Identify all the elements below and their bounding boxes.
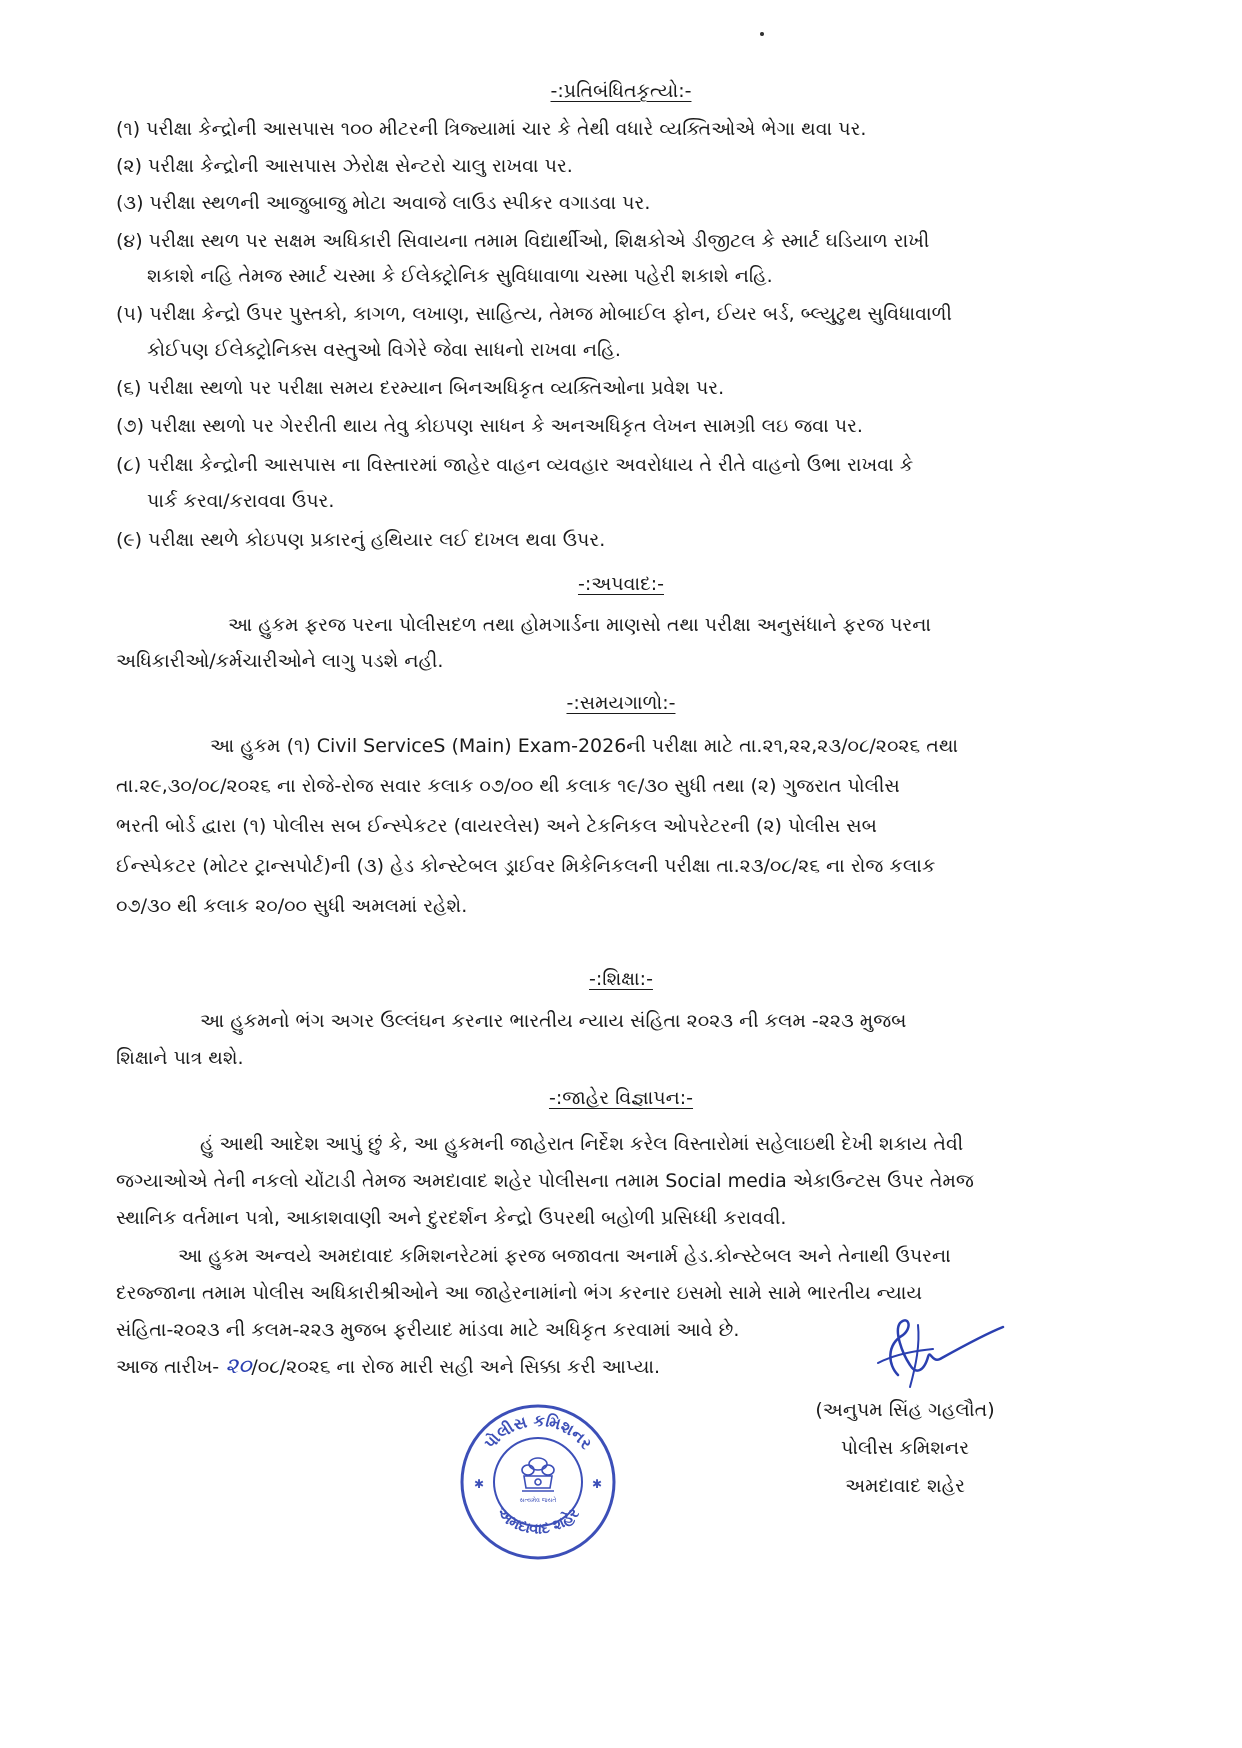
notice-para1-line-3: સ્થાનિક વર્તમાન પત્રો, આકાશવાણી અને દુરદર્શન કેન્દ્રો ઉપરથી બહોળી પ્રસિધ્ધી કરાવવી. xyxy=(116,1207,787,1229)
seal-bottom-text: અમદાવાદ શહેર xyxy=(493,1503,583,1538)
signatory-name: (અનુપમ સિંહ ગહલૌત) xyxy=(815,1399,995,1421)
notice-date-line xyxy=(116,1354,660,1380)
restriction-item-8-cont: પાર્ક કરવા/કરાવવા ઉપર. xyxy=(147,490,335,512)
date-prefix: આજ તારીખ- xyxy=(116,1356,220,1378)
date-handwritten: ૨૦ xyxy=(225,1354,252,1379)
timeframe-line-2: તા.૨૯,૩૦/૦૮/૨૦૨૬ ના રોજે-રોજ સવાર કલાક ૦૭/૦૦ થી કલાક ૧૯/૩૦ સુધી તથા (૨) ગુજરાત પોલીસ xyxy=(116,775,900,797)
restriction-item-5-cont: કોઈપણ ઈલેક્ટ્રોનિક્સ વસ્તુઓ વિગેરે જેવા સાધનો રાખવા નહિ. xyxy=(147,339,621,361)
timeframe-line-3: ભરતી બોર્ડ દ્વારા (૧) પોલીસ સબ ઈન્સ્પેકટર (વાયરલેસ) અને ટેકનિકલ ઓપરેટરની (૨) પોલીસ સબ xyxy=(116,815,877,837)
seal-motto: સત્યમેવ જયતે xyxy=(519,1497,557,1504)
notice-para1-line-2: જગ્યાઓએ તેની નકલો ચોંટાડી તેમજ અમદાવાદ શહેર પોલીસના તમામ Social media એકાઉન્ટસ ઉપર તેમજ xyxy=(116,1170,974,1192)
signature-scribble xyxy=(858,1305,1008,1400)
restriction-item-9: (૯) પરીક્ષા સ્થળે કોઇપણ પ્રકારનું હથિયાર લઈ દાખલ થવા ઉપર. xyxy=(116,529,606,551)
notice-para2-line-3: સંહિતા-૨૦૨૩ ની કલમ-૨૨૩ મુજબ ફરીયાદ માંડવા માટે અધિકૃત કરવામાં આવે છે. xyxy=(116,1319,740,1341)
date-suffix: /૦૮/૨૦૨૬ ના રોજ મારી સહી અને સિક્કા કરી આપ્યા. xyxy=(251,1356,661,1378)
seal-top-text: પોલીસ કમિશનર xyxy=(480,1410,597,1453)
signatory-designation: પોલીસ કમિશનર xyxy=(840,1437,970,1459)
restriction-item-4-cont: શકાશે નહિ તેમજ સ્માર્ટ ચસ્મા કે ઈલેક્ટ્રોનિક સુવિધાવાળા ચસ્મા પહેરી શકાશે નહિ. xyxy=(147,265,773,287)
restriction-item-4: (૪) પરીક્ષા સ્થળ પર સક્ષમ અધિકારી સિવાયના તમામ વિદ્યાર્થીઓ, શિક્ષકોએ ડીજીટલ કે સ્માર્ટ ઘડિયાળ રાખી xyxy=(116,230,930,252)
punishment-line-2: શિક્ષાને પાત્ર થશે. xyxy=(116,1047,244,1069)
notice-para1-line-1: હું આથી આદેશ આપું છું કે, આ હુકમની જાહેરાત નિર્દેશ કરેલ વિસ્તારોમાં સહેલાઇથી દેખી શકાય તેવી xyxy=(200,1133,964,1155)
seal-star-right-icon: ✱ xyxy=(592,1477,603,1491)
signatory-city: અમદાવાદ શહેર xyxy=(845,1475,965,1497)
timeframe-line-1: આ હુકમ (૧) Civil ServiceS (Main) Exam-2026ની પરીક્ષા માટે તા.૨૧,૨૨,૨૩/૦૮/૨૦૨૬ તથા xyxy=(210,735,959,757)
police-commissioner-seal xyxy=(458,1402,618,1562)
ashoka-emblem-icon xyxy=(522,1458,554,1491)
punishment-line-1: આ હુકમનો ભંગ અગર ઉલ્લંઘન કરનાર ભારતીય ન્યાય સંહિતા ૨૦૨૩ ની કલમ -૨૨૩ મુજબ xyxy=(200,1010,907,1032)
punishment-heading: -:શિક્ષા:- xyxy=(589,968,653,990)
speck-mark xyxy=(760,32,764,36)
timeframe-heading: -:સમયગાળો:- xyxy=(566,692,676,714)
restriction-item-2: (૨) પરીક્ષા કેન્દ્રોની આસપાસ ઝેરોક્ષ સેન્ટરો ચાલુ રાખવા પર. xyxy=(116,155,573,177)
timeframe-line-4: ઈન્સ્પેકટર (મોટર ટ્રાન્સપોર્ટ)ની (૩) હેડ કોન્સ્ટેબલ ડ્રાઈવર મિકેનિકલની પરીક્ષા તા.૨૩/૦૮/૨૬ ના રોજ કલાક xyxy=(116,855,936,877)
seal-star-left-icon: ✱ xyxy=(474,1477,485,1491)
restriction-item-8: (૮) પરીક્ષા કેન્દ્રોની આસપાસ ના વિસ્તારમાં જાહેર વાહન વ્યવહાર અવરોધાય તે રીતે વાહનો ઉભા રાખવા કે xyxy=(116,454,914,476)
restriction-item-3: (૩) પરીક્ષા સ્થળની આજુબાજુ મોટા અવાજે લાઉડ સ્પીકર વગાડવા પર. xyxy=(116,192,651,214)
signatory-block xyxy=(800,1397,1010,1499)
restriction-item-5: (૫) પરીક્ષા કેન્દ્રો ઉપર પુસ્તકો, કાગળ, લખાણ, સાહિત્ય, તેમજ મોબાઈલ ફોન, ઈયર બર્ડ, બ્લ્યુટુથ સુવિધાવાળી xyxy=(116,303,952,325)
exception-heading: -:અપવાદ:- xyxy=(577,573,664,595)
exception-line-2: અધિકારીઓ/કર્મચારીઓને લાગુ પડશે નહી. xyxy=(116,650,444,672)
restriction-item-1: (૧) પરીક્ષા કેન્દ્રોની આસપાસ ૧૦૦ મીટરની ત્રિજ્યામાં ચાર કે તેથી વધારે વ્યક્તિઓએ ભેગા થવા પર. xyxy=(116,118,867,140)
notice-para2-line-1: આ હુકમ અન્વયે અમદાવાદ કમિશનરેટમાં ફરજ બજાવતા અનાર્મ હેડ.કોન્સ્ટેબલ અને તેનાથી ઉપરના xyxy=(178,1245,951,1267)
svg-text:અમદાવાદ શહેર xyxy=(493,1504,583,1538)
restriction-item-6: (૬) પરીક્ષા સ્થળો પર પરીક્ષા સમય દરમ્યાન બિનઅધિકૃત વ્યક્તિઓના પ્રવેશ પર. xyxy=(116,377,725,399)
notice-heading: -:જાહેર વિજ્ઞાપન:- xyxy=(548,1087,694,1109)
notice-para2-line-2: દરજ્જાના તમામ પોલીસ અધિકારીશ્રીઓને આ જાહેરનામાંનો ભંગ કરનાર ઇસમો સામે સામે ભારતીય ન્યાય xyxy=(116,1282,923,1304)
exception-line-1: આ હુકમ ફરજ પરના પોલીસદળ તથા હોમગાર્ડના માણસો તથા પરીક્ષા અનુસંધાને ફરજ પરના xyxy=(228,614,932,636)
timeframe-line-5: ૦૭/૩૦ થી કલાક ૨૦/૦૦ સુધી અમલમાં રહેશે. xyxy=(116,895,468,917)
restrictions-heading: -:પ્રતિબંધિતકૃત્યો:- xyxy=(550,80,692,102)
restriction-item-7: (૭) પરીક્ષા સ્થળો પર ગેરરીતી થાય તેવુ કોઇપણ સાધન કે અનઅધિકૃત લેખન સામગ્રી લઇ જવા પર. xyxy=(116,415,863,437)
